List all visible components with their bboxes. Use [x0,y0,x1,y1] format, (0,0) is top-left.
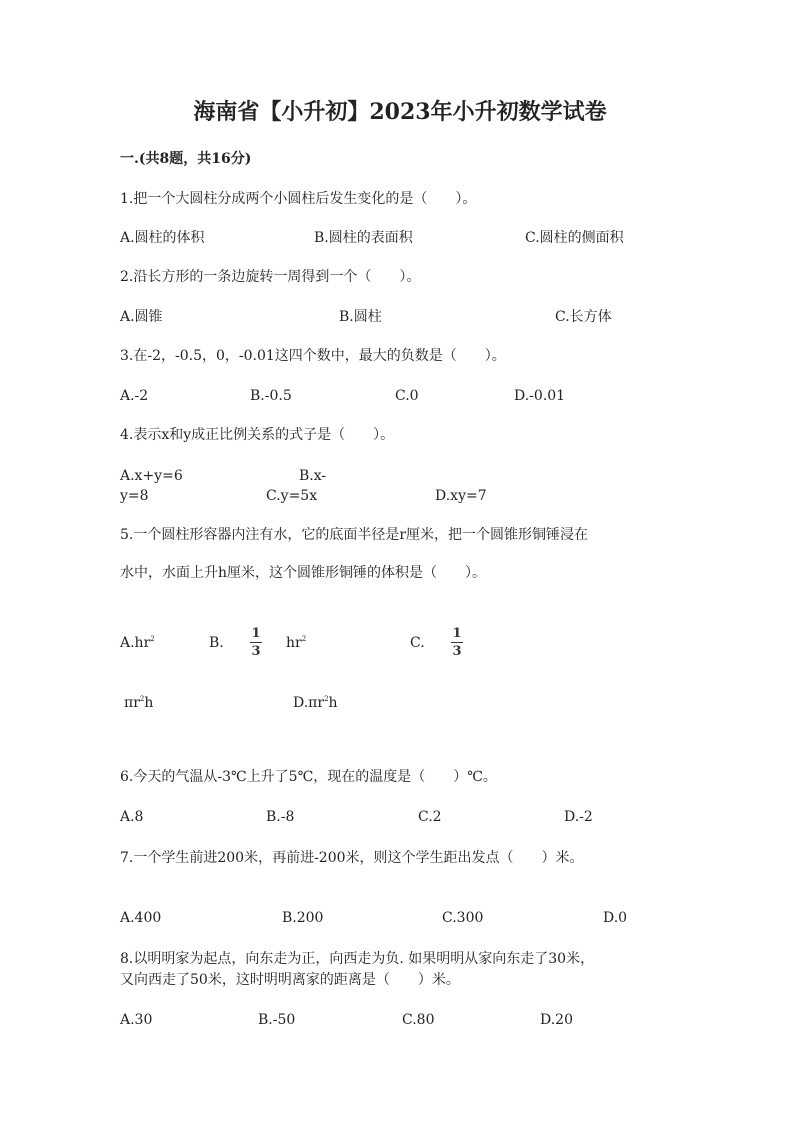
question-5-option-b-fraction [248,626,264,659]
fraction-bar [451,642,463,643]
page-title: 海南省【小升初】2023年小升初数学试卷 [193,99,607,125]
question-2-option-b: B.圆柱 [339,309,382,325]
question-8-option-d: D.20 [540,1012,573,1028]
question-7-option-c: C.300 [442,910,484,926]
question-7-option-a: A.400 [120,910,162,926]
question-3-option-a: A.-2 [120,388,149,404]
question-3-stem: 3.在-2，-0.5，0，-0.01这四个数中，最大的负数是（ ）。 [120,348,506,364]
question-4-option-d: D.xy=7 [435,488,487,504]
question-5-option-a: $A.hr^2$ [120,635,155,651]
question-7-option-b: B.200 [282,910,324,926]
question-1-option-a: A.圆柱的体积 [120,230,205,246]
question-5-option-b: B. [209,635,224,651]
question-6-option-c: C.2 [418,809,442,825]
question-6-option-a: A.8 [120,809,144,825]
question-7-option-d: D.0 [603,910,628,926]
section-header: 一.(共8题，共16分) [120,151,252,167]
question-4-option-b-cont: y=8 [120,488,149,504]
question-2-option-a: A.圆锥 [120,309,163,325]
question-3-option-c: C.0 [395,388,419,404]
question-3-option-b: B.-0.5 [250,388,292,404]
question-4-option-a: A.x+y=6 [120,468,183,484]
question-6-option-b: B.-8 [266,809,295,825]
question-6-stem: 6.今天的气温从-3℃上升了5℃，现在的温度是（ ）℃。 [120,769,497,785]
question-7-stem: 7.一个学生前进200米，再前进-200米，则这个学生距出发点（ ）米。 [120,850,584,866]
question-4-option-b: B.x- [299,468,327,484]
question-4-option-c: C.y=5x [266,488,318,504]
question-6-option-d: D.-2 [564,809,593,825]
question-4-stem: 4.表示x和y成正比例关系的式子是（ ）。 [120,427,395,443]
fraction-denominator: 3 [452,644,462,659]
question-8-stem-line-2: 又向西走了50米，这时明明离家的距离是（ ）米。 [120,972,460,988]
question-5-stem-line-1: 5.一个圆柱形容器内注有水，它的底面半径是r厘米，把一个圆锥形铜锤浸在 [120,527,589,543]
question-1-option-b: B.圆柱的表面积 [314,230,413,246]
fraction-numerator: 1 [251,626,261,641]
question-1-option-c: C.圆柱的侧面积 [525,230,624,246]
question-8-stem-line-1: 8.以明明家为起点，向东走为正，向西走为负. 如果明明从家向东走了30米， [120,951,595,967]
question-2-stem: 2.沿长方形的一条边旋转一周得到一个（ ）。 [120,269,421,285]
question-2-option-c: C.长方体 [555,309,612,325]
fraction-bar [250,642,262,643]
question-8-option-c: C.80 [402,1012,435,1028]
question-8-option-a: A.30 [120,1012,153,1028]
question-5-option-c-expr: $\pi r^2h$ [124,695,154,711]
question-8-option-b: B.-50 [258,1012,296,1028]
fraction-numerator: 1 [452,626,462,641]
question-3-option-d: D.-0.01 [514,388,566,404]
fraction-denominator: 3 [251,644,261,659]
question-5-option-c: C. [410,635,425,651]
question-5-option-d: $D.\pi r^2h$ [293,695,338,711]
question-5-stem-line-2: 水中，水面上升h厘米，这个圆锥形铜锤的体积是（ ）。 [120,565,487,581]
question-1-stem: 1.把一个大圆柱分成两个小圆柱后发生变化的是（ ）。 [120,191,477,207]
question-5-option-c-fraction [449,626,465,659]
question-5-option-b-expr: $hr^2$ [286,635,307,651]
